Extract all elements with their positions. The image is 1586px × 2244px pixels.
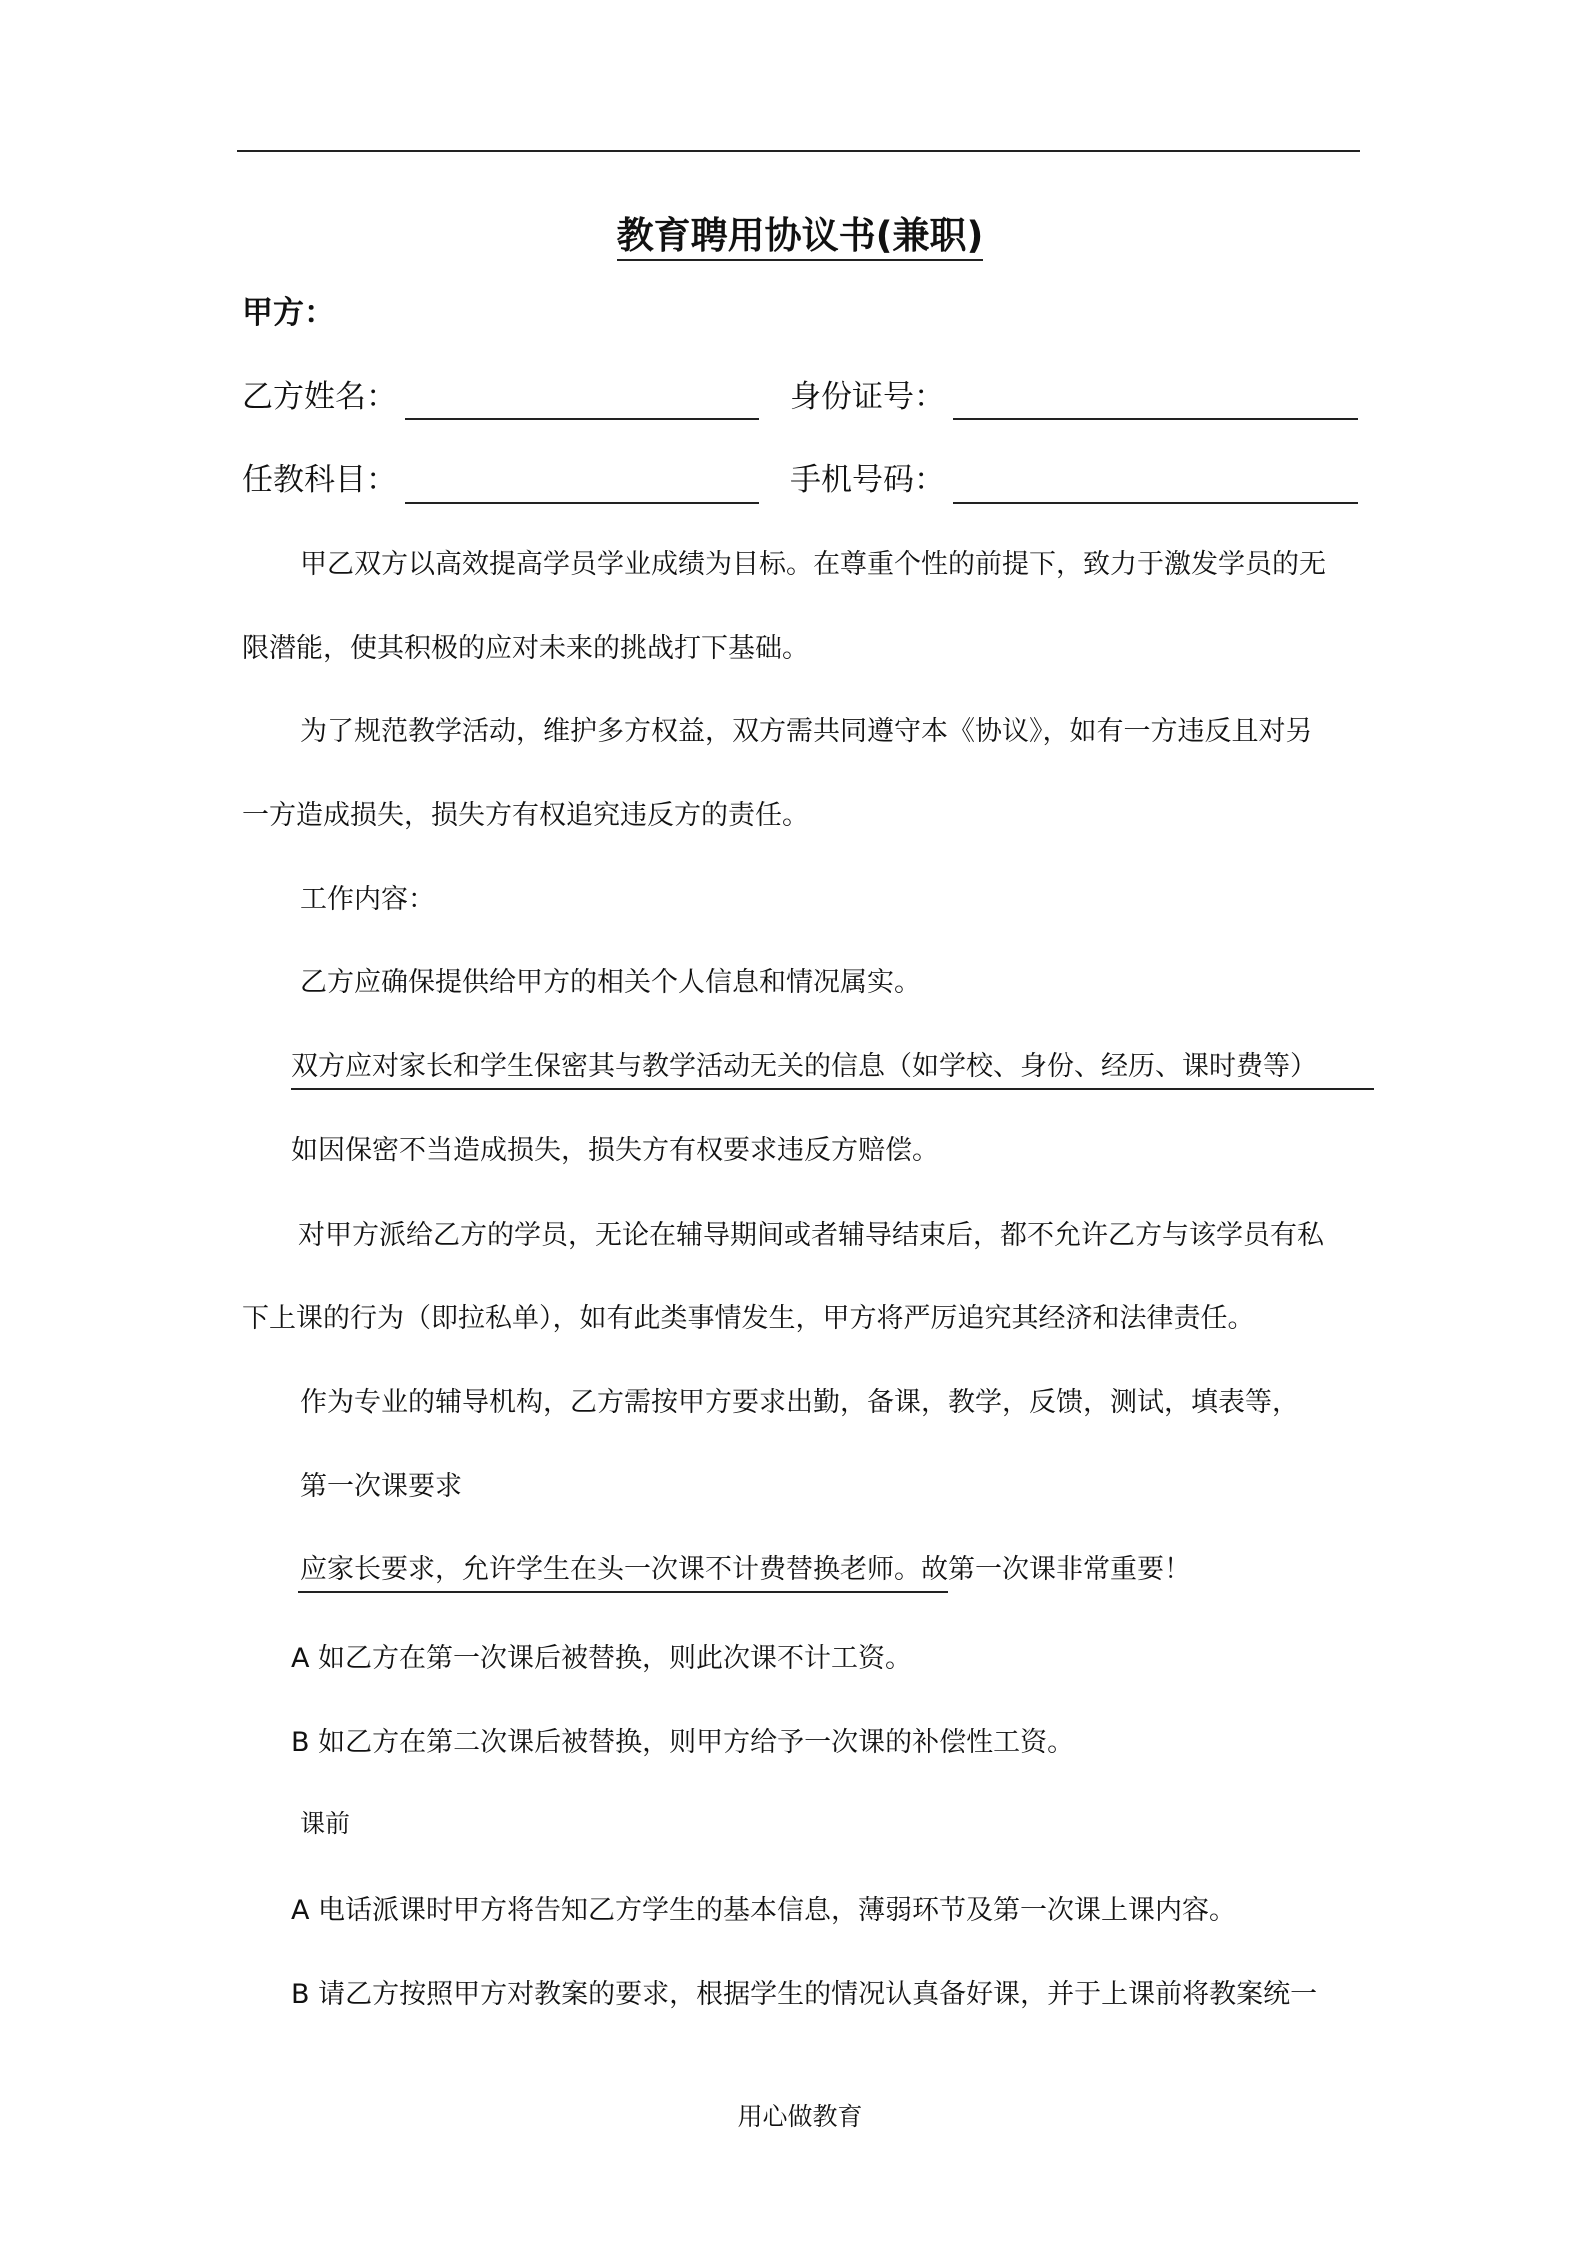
- party-b-name-label: 乙方姓名：: [242, 379, 397, 415]
- id-number-field[interactable]: [953, 418, 1358, 420]
- paragraph-line: 限潜能，使其积极的应对未来的挑战打下基础。: [242, 633, 809, 664]
- paragraph-line: B 如乙方在第二次课后被替换，则甲方给予一次课的补偿性工资。: [291, 1727, 1075, 1758]
- paragraph-line: B 请乙方按照甲方对教案的要求，根据学生的情况认真备好课，并于上课前将教案统一: [291, 1979, 1318, 2010]
- subject-field[interactable]: [405, 502, 759, 504]
- paragraph-line: A 如乙方在第一次课后被替换，则此次课不计工资。: [291, 1643, 913, 1674]
- section-heading: 课前: [300, 1809, 351, 1838]
- party-b-name-field[interactable]: [405, 418, 759, 420]
- document-title: 教育聘用协议书(兼职): [0, 214, 1586, 258]
- paragraph-line: 下上课的行为（即拉私单），如有此类事情发生，甲方将严厉追究其经济和法律责任。: [242, 1303, 1255, 1334]
- section-heading: 第一次课要求: [300, 1471, 462, 1502]
- underline: [291, 1088, 1374, 1090]
- phone-label: 手机号码：: [790, 462, 945, 498]
- party-a-label: 甲方：: [242, 295, 335, 331]
- phone-field[interactable]: [953, 502, 1358, 504]
- paragraph-line: 如因保密不当造成损失，损失方有权要求违反方赔偿。: [291, 1135, 939, 1166]
- paragraph-line: 乙方应确保提供给甲方的相关个人信息和情况属实。: [300, 967, 921, 998]
- paragraph-line: 应家长要求，允许学生在头一次课不计费替换老师。故第一次课非常重要！: [300, 1554, 1191, 1585]
- header-rule: [237, 150, 1360, 152]
- paragraph-line: 一方造成损失，损失方有权追究违反方的责任。: [242, 800, 809, 831]
- page-footer: 用心做教育: [737, 2102, 863, 2131]
- subject-label: 任教科目：: [242, 462, 397, 498]
- paragraph-line: 甲乙双方以高效提高学员学业成绩为目标。在尊重个性的前提下，致力于激发学员的无: [300, 549, 1326, 580]
- paragraph-line: A 电话派课时甲方将告知乙方学生的基本信息，薄弱环节及第一次课上课内容。: [291, 1895, 1237, 1926]
- section-heading: 工作内容：: [300, 884, 435, 915]
- underline: [298, 1591, 948, 1593]
- paragraph-line: 为了规范教学活动，维护多方权益，双方需共同遵守本《协议》，如有一方违反且对另: [300, 716, 1313, 747]
- paragraph-line: 对甲方派给乙方的学员，无论在辅导期间或者辅导结束后，都不允许乙方与该学员有私: [298, 1220, 1324, 1251]
- paragraph-line: 双方应对家长和学生保密其与教学活动无关的信息（如学校、身份、经历、课时费等）: [291, 1051, 1317, 1082]
- paragraph-line: 作为专业的辅导机构，乙方需按甲方要求出勤，备课，教学，反馈，测试，填表等，: [300, 1387, 1299, 1418]
- id-number-label: 身份证号：: [790, 379, 945, 415]
